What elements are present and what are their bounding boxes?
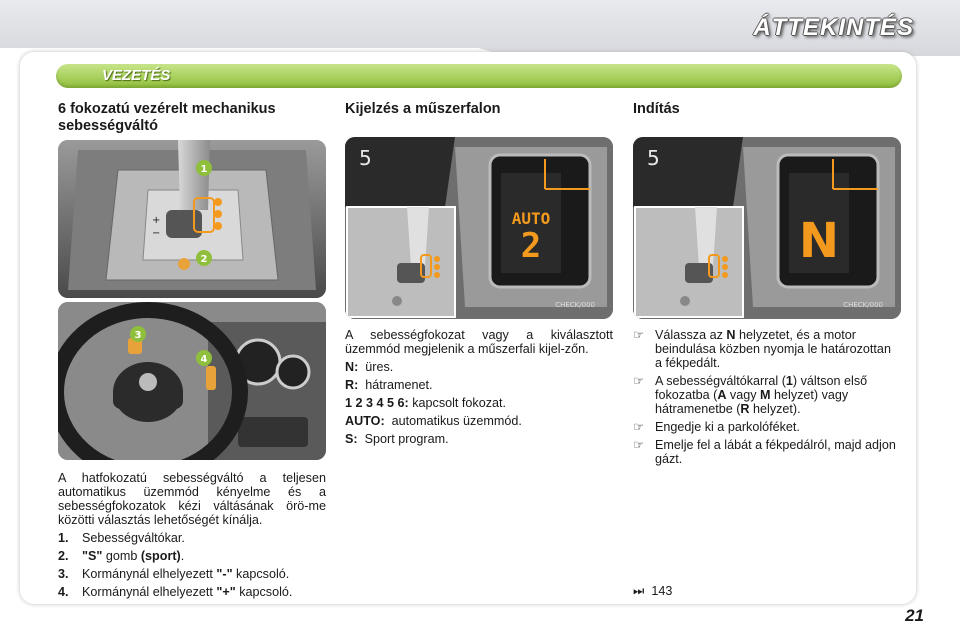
fast-forward-icon: ⏭	[633, 584, 645, 598]
def-desc: automatikus üzemmód.	[391, 414, 522, 428]
page-number: 21	[905, 606, 924, 625]
section-title: VEZETÉS	[102, 67, 171, 84]
instruction-text-end: helyzetet, és a motor beindulása közben nyomja le határozottan a fékpedált.	[655, 328, 891, 370]
def-gears	[345, 396, 613, 410]
def-term: N:	[345, 360, 359, 374]
instruction-bold: R	[740, 402, 750, 416]
instruction-3	[633, 420, 901, 434]
def-s	[345, 432, 613, 446]
def-desc: Sport program.	[364, 432, 449, 446]
def-term: 1 2 3 4 5 6:	[345, 396, 409, 410]
gauge-digit: 5	[647, 146, 660, 170]
hand-pointer-icon: ☞	[633, 420, 645, 434]
section-bar	[56, 64, 902, 88]
badge-2: 2	[200, 254, 208, 265]
display-code: CHECK/000	[555, 301, 595, 309]
col2-title: Kijelzés a műszerfalon	[345, 101, 501, 117]
instruction-2	[633, 374, 901, 416]
hand-pointer-icon: ☞	[633, 328, 645, 342]
display-mode-text: AUTO	[511, 209, 551, 228]
def-desc: üres.	[365, 360, 394, 374]
col1-item-bold2: (sport)	[140, 549, 181, 563]
page-reference[interactable]	[633, 584, 672, 599]
gauge-digit: 5	[359, 146, 372, 170]
col1-item-num: 1.	[58, 531, 69, 545]
col1-item-num: 4.	[58, 585, 69, 599]
instruction-text-end: helyzet).	[749, 402, 801, 416]
hand-pointer-icon: ☞	[633, 438, 645, 452]
col1-item-bold: "+"	[216, 585, 236, 599]
instruction-text: A sebességváltókarral (	[655, 374, 786, 388]
instruction-bold: M	[760, 388, 771, 402]
col1-item-text: Kormánynál elhelyezett	[82, 567, 217, 581]
badge-4: 4	[200, 354, 208, 365]
instruction-bold: N	[726, 328, 736, 342]
badge-3: 3	[134, 330, 142, 341]
gate-plus-label: +	[152, 215, 161, 226]
def-term: AUTO:	[345, 414, 385, 428]
def-term: R:	[345, 378, 359, 392]
page-reference-number: 143	[651, 584, 673, 598]
badge-1: 1	[200, 164, 208, 175]
def-desc: hátramenet.	[365, 378, 433, 392]
hand-pointer-icon: ☞	[633, 374, 645, 388]
col1-item-bold: "-"	[216, 567, 233, 581]
col1-item-1	[58, 531, 326, 545]
instruction-text: ) váltson első fokozatba (	[655, 374, 868, 402]
col1-item-end: kapcsoló.	[232, 567, 290, 581]
def-r	[345, 378, 613, 392]
display-gear-digit: 2	[520, 226, 542, 266]
instruction-1	[633, 328, 901, 370]
col1-body	[58, 471, 326, 599]
col1-item-bold: "S"	[82, 549, 103, 563]
gear-selector-image	[58, 140, 326, 298]
display-code: CHECK/000	[843, 301, 883, 309]
instruction-text: helyzet) vagy hátramenetbe (	[655, 388, 849, 416]
instruction-text: vagy	[726, 388, 761, 402]
def-n	[345, 360, 613, 374]
col1-intro: A hatfokozatú sebességváltó a teljesen automatikus üzemmód kényelme és a sebességfokozatok kézi váltásának örö-me közötti választás lehetőségét kínálja.	[58, 471, 326, 527]
instruction-text: Engedje ki a parkolóféket.	[655, 420, 800, 434]
col1-item-num: 3.	[58, 567, 69, 581]
col3-title: Indítás	[633, 101, 680, 117]
def-desc: kapcsolt fokozat.	[412, 396, 507, 410]
steering-wheel-illustration	[58, 302, 326, 460]
instruction-text: Emelje fel a lábát a fékpedálról, majd adjon gázt.	[655, 438, 896, 466]
dashboard-auto-illustration	[345, 137, 613, 319]
instruction-text: Válassza az	[655, 328, 727, 342]
col1-title: 6 fokozatú vezérelt mechanikus sebességváltó	[58, 101, 276, 134]
dashboard-neutral-illustration	[633, 137, 901, 319]
dashboard-auto-image	[345, 137, 613, 319]
display-neutral-letter: N	[798, 213, 840, 269]
col1-item-end: kapcsoló.	[235, 585, 293, 599]
col1-item-end: .	[180, 549, 185, 563]
col1-item-3	[58, 567, 326, 581]
col2-body	[345, 328, 613, 446]
col2-intro: A sebességfokozat vagy a kiválasztott üzemmód megjelenik a műszerfali kijel-zőn.	[345, 328, 613, 356]
col3-body	[633, 328, 901, 470]
col1-item-text: Kormánynál elhelyezett	[82, 585, 217, 599]
dashboard-neutral-image	[633, 137, 901, 319]
def-auto	[345, 414, 613, 428]
instruction-bold: A	[717, 388, 727, 402]
page-title: ÁTTEKINTÉS	[753, 14, 914, 41]
col1-item-num: 2.	[58, 549, 69, 563]
instruction-4	[633, 438, 901, 466]
col1-item-text: gomb	[102, 549, 141, 563]
gear-selector-illustration	[58, 140, 326, 298]
gate-minus-label: −	[152, 228, 161, 239]
col1-item-2	[58, 549, 326, 563]
col1-item-4	[58, 585, 326, 599]
col1-item-text: Sebességváltókar.	[82, 531, 185, 545]
steering-wheel-image	[58, 302, 326, 460]
instruction-bold: 1	[785, 374, 793, 388]
def-term: S:	[345, 432, 358, 446]
